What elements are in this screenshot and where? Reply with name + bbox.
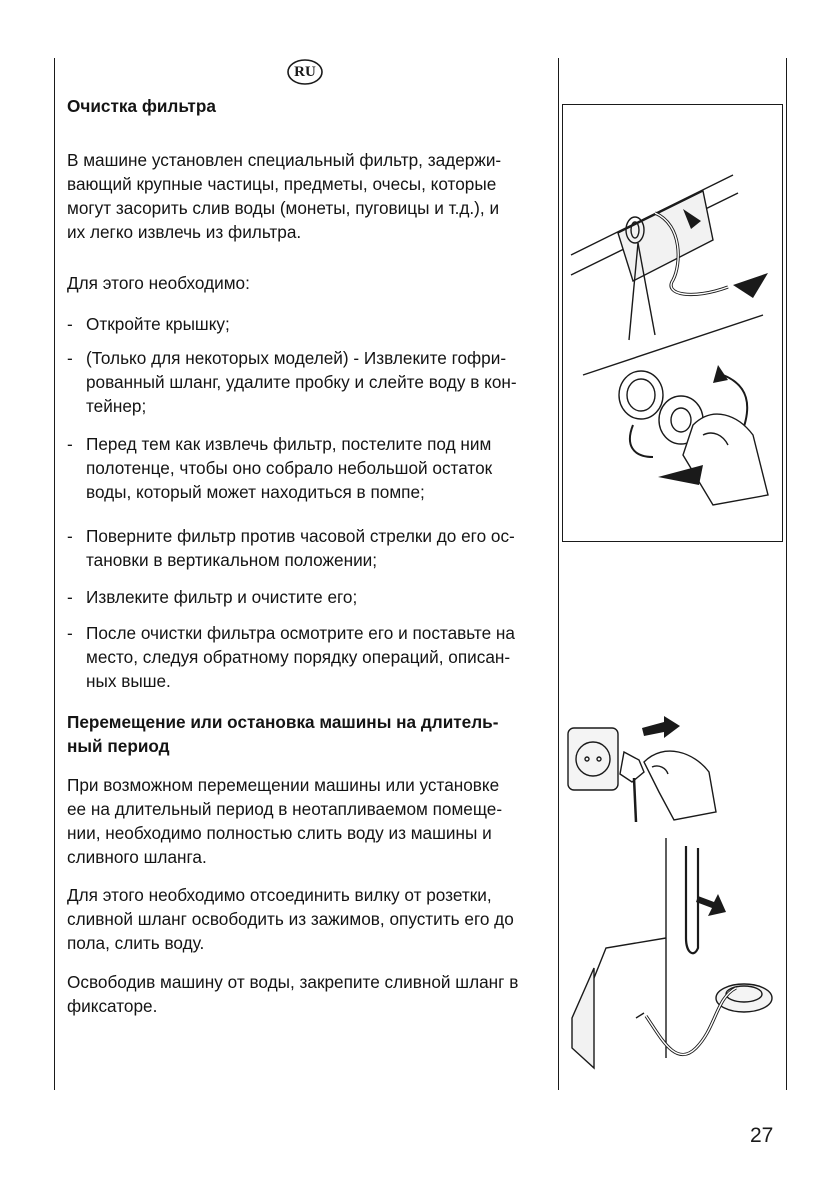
- text-line: сливной шланг освободить из зажимов, опустить его до: [67, 909, 514, 929]
- text-line: сливного шланга.: [67, 847, 207, 867]
- text-line: Перед тем как извлечь фильтр, постелите под ним: [86, 434, 492, 454]
- section-title-relocation: [67, 710, 557, 758]
- section-title-filter-cleaning: Очистка фильтра: [67, 96, 216, 116]
- bullet-dash: -: [67, 623, 73, 643]
- left-margin-rule: [54, 58, 55, 1090]
- bullet-dash: -: [67, 434, 73, 454]
- text-line: Для этого необходимо отсоединить вилку от розетки,: [67, 885, 492, 905]
- bullet-dash: -: [67, 348, 73, 368]
- language-badge: [286, 58, 324, 86]
- drain-hose-illustration-icon: [566, 838, 786, 1088]
- text-line: их легко извлечь из фильтра.: [67, 222, 302, 242]
- page-number: 27: [750, 1124, 774, 1147]
- language-badge-text: RU: [294, 64, 316, 80]
- right-margin-rule: [786, 58, 787, 1090]
- drain-hose-figure: [566, 838, 786, 1088]
- text-line: Поверните фильтр против часовой стрелки до его ос-: [86, 526, 515, 546]
- column-divider-rule: [558, 58, 559, 1090]
- text-line: рованный шланг, удалите пробку и слейте воду в кон-: [86, 372, 517, 392]
- text-line: ных выше.: [86, 671, 171, 691]
- text-line: Освободив машину от воды, закрепите сливной шланг в: [67, 972, 519, 992]
- text-line: Откройте крышку;: [86, 314, 230, 334]
- text-line: место, следуя обратному порядку операций, описан-: [86, 647, 511, 667]
- text-line: пола, слить воду.: [67, 933, 205, 953]
- text-line: В машине установлен специальный фильтр, задержи-: [67, 150, 502, 170]
- text-line: ее на длительный период в неотапливаемом помеще-: [67, 799, 503, 819]
- text-line: Извлеките фильтр и очистите его;: [86, 587, 358, 607]
- bullet-dash: -: [67, 587, 73, 607]
- paragraph: [67, 883, 547, 955]
- paragraph: [67, 970, 547, 1018]
- text-line: тановки в вертикальном положении;: [86, 550, 378, 570]
- text-line: (Только для некоторых моделей) - Извлеките гофри-: [86, 348, 507, 368]
- text-line: воды, который может находиться в помпе;: [86, 482, 425, 502]
- text-line: тейнер;: [86, 396, 147, 416]
- text-line: После очистки фильтра осмотрите его и поставьте на: [86, 623, 515, 643]
- filter-cleaning-illustration-icon: [563, 105, 782, 541]
- text-line: фиксаторе.: [67, 996, 158, 1016]
- bullet-dash: -: [67, 526, 73, 546]
- text-line: Перемещение или остановка машины на длитель-: [67, 712, 499, 732]
- unplug-figure: [564, 712, 724, 824]
- text-line: нии, необходимо полностью слить воду из машины и: [67, 823, 492, 843]
- intro-paragraph: [67, 148, 547, 244]
- text-line: могут засорить слив воды (монеты, пуговицы и т.д.), и: [67, 198, 500, 218]
- text-line: вающий крупные частицы, предметы, очесы, которые: [67, 174, 497, 194]
- unplug-illustration-icon: [564, 712, 724, 824]
- filter-cleaning-figure: [562, 104, 783, 542]
- text-line: полотенце, чтобы оно собрало небольшой остаток: [86, 458, 493, 478]
- steps-lead: Для этого необходимо:: [67, 273, 250, 293]
- paragraph: [67, 773, 547, 869]
- bullet-dash: -: [67, 314, 73, 334]
- text-line: При возможном перемещении машины или установке: [67, 775, 500, 795]
- text-line: ный период: [67, 736, 170, 756]
